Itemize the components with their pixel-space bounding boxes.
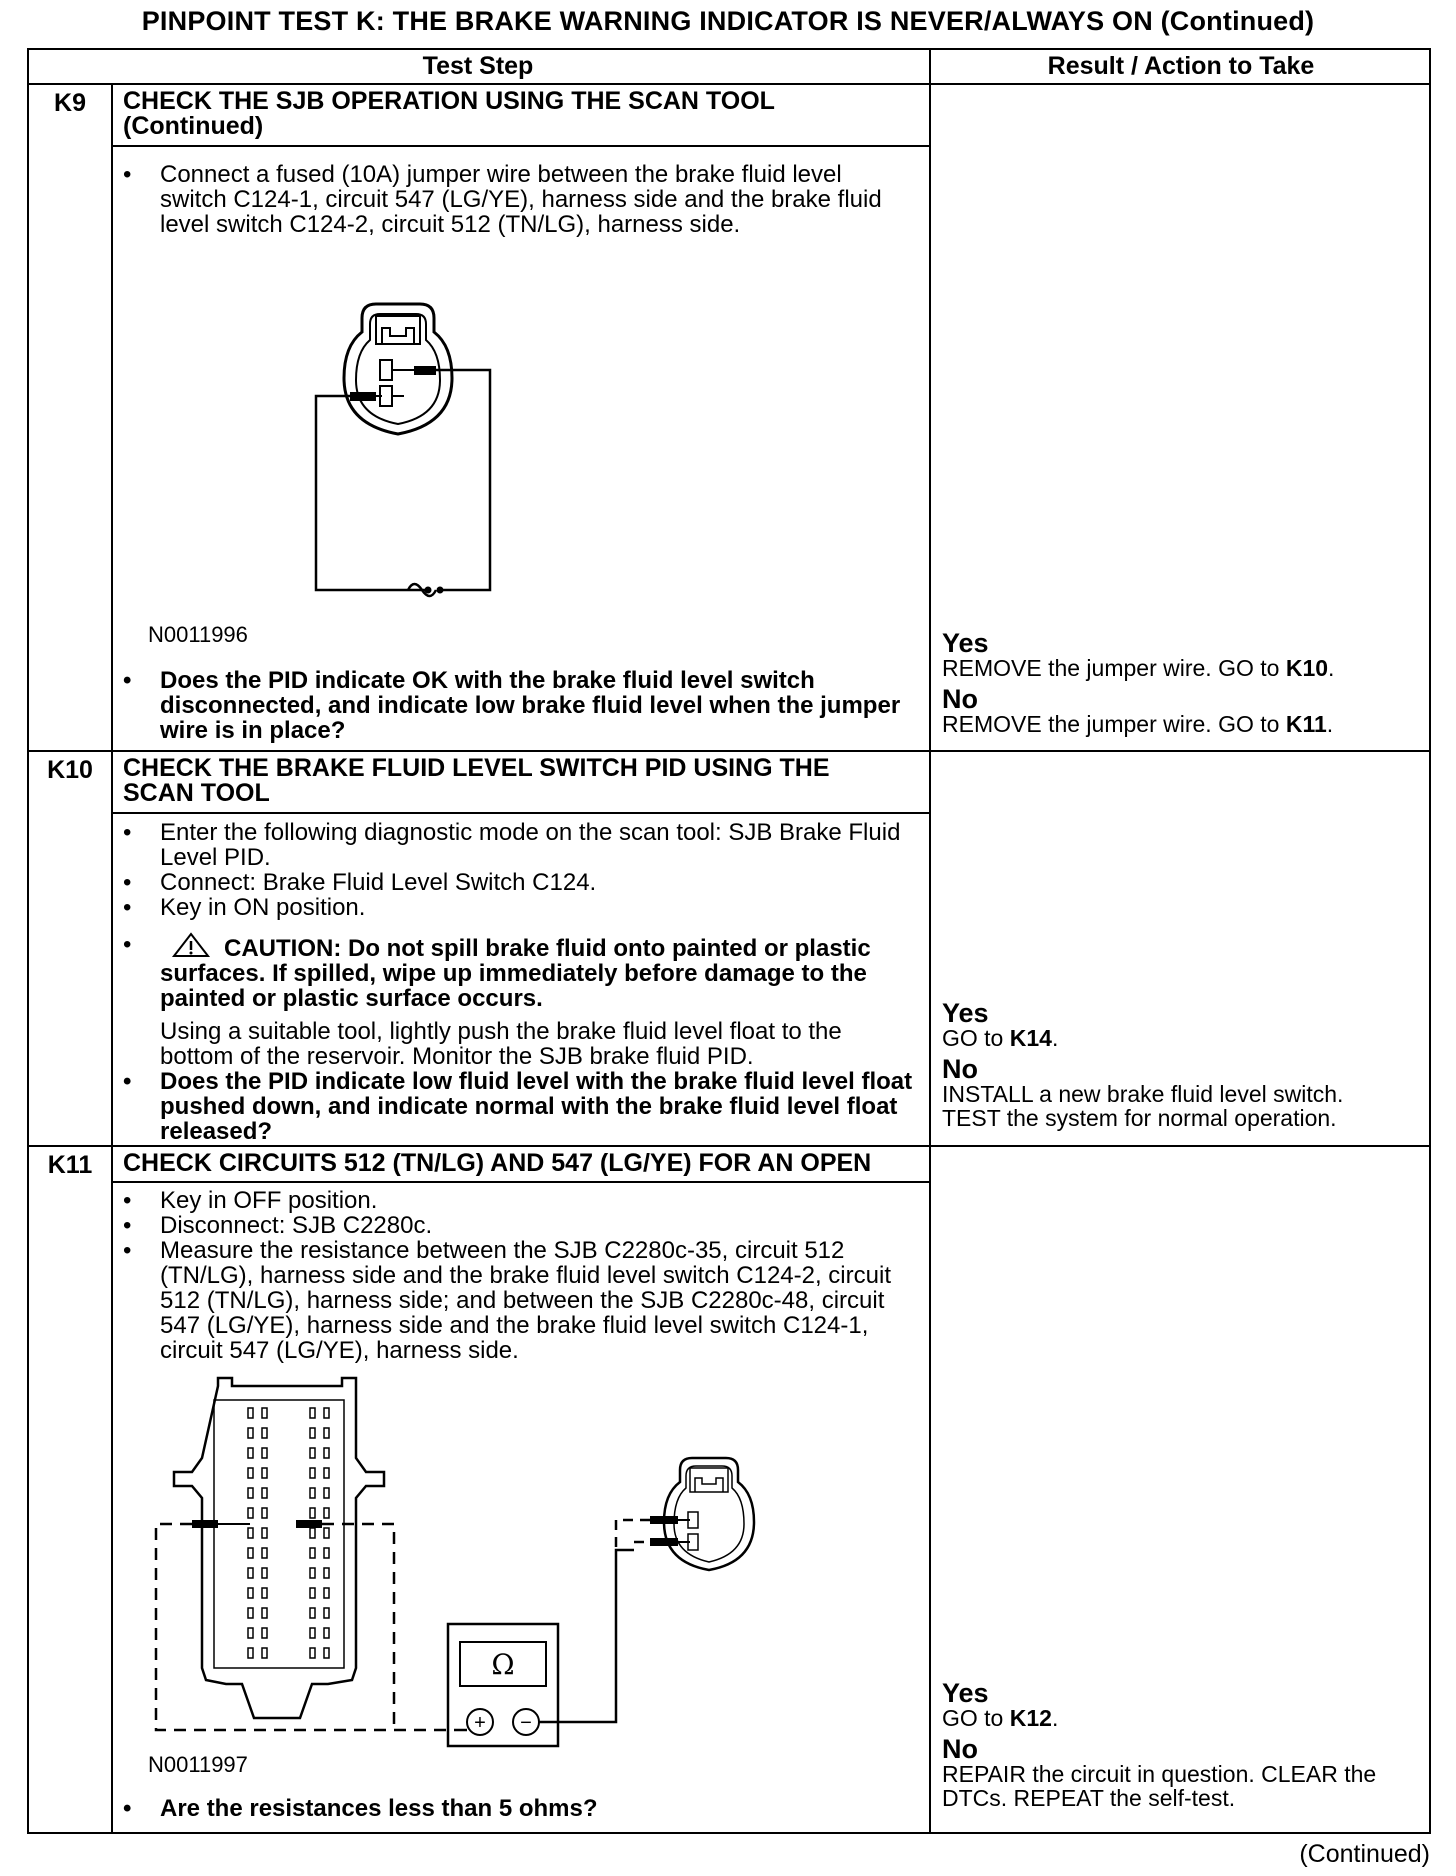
k11-no-text-1: REPAIR the circuit in question. CLEAR the — [942, 1761, 1377, 1787]
k10-row-rule — [27, 1145, 1431, 1147]
continued-footer: (Continued) — [1299, 1840, 1430, 1868]
jumper-wire-diagram — [330, 296, 590, 606]
k10-no-label: No — [942, 1054, 978, 1084]
sjb-connector-pins — [248, 1408, 329, 1658]
step-title-k9 — [123, 89, 923, 139]
page-title: PINPOINT TEST K: THE BRAKE WARNING INDICATOR IS NEVER/ALWAYS ON (Continued) — [141, 6, 1315, 36]
k9-yes-text: REMOVE the jumper wire. GO to — [942, 655, 1280, 681]
k9-step-connect-jumper: • Connect a fused (10A) jumper wire between the brake fluid level switch C124-1, circuit 547 (LG/YE), harness side and the brake fluid level switch C124-2, circuit 512 (TN/LG), harness side. — [123, 162, 913, 237]
k10-title-rule — [113, 812, 929, 814]
k11-no-text-2: DTCs. REPEAT the self-test. — [942, 1785, 1236, 1811]
k11-results — [942, 1680, 1430, 1810]
step-title-k10 — [123, 756, 923, 806]
k10-yes-link[interactable]: K14 — [1009, 1025, 1052, 1051]
meter-minus-terminal: − — [520, 1712, 532, 1734]
k9-yes-action: REMOVE the jumper wire. GO to K10. — [942, 655, 1335, 681]
k11-yes-label: Yes — [942, 1678, 989, 1708]
fuse-icon — [425, 587, 432, 594]
header-test-step: Test Step — [422, 51, 534, 80]
step-title-k11 — [123, 1151, 923, 1176]
step-title-k9-line1: CHECK THE SJB OPERATION USING THE SCAN TOOL — [123, 87, 775, 115]
k11-step-measure: • Measure the resistance between the SJB C2280c-35, circuit 512 (TN/LG), harness side and the brake fluid level switch C124-2, circuit 512 (TN/LG), harness side; and between the SJB C2280c-48, circuit 547 (LG/YE), harness side and the brake fluid level switch C124-1, circuit 547 (LG/YE), harness side. — [123, 1238, 923, 1363]
step-id-k10: K10 — [47, 756, 93, 784]
k9-row-rule — [27, 750, 1431, 752]
k9-yes-label: Yes — [942, 628, 989, 658]
k10-no-text-1: INSTALL a new brake fluid level switch. — [942, 1081, 1344, 1107]
caution-icon — [172, 932, 210, 958]
header-result: Result / Action to Take — [1047, 51, 1315, 80]
k10-results — [942, 1000, 1430, 1130]
k9-title-rule — [113, 145, 929, 147]
k10-yes-label: Yes — [942, 998, 989, 1028]
k9-no-label: No — [942, 684, 978, 714]
step-title-k10-line2: SCAN TOOL — [123, 779, 270, 807]
k9-question: • Does the PID indicate OK with the brake fluid level switch disconnected, and indicate low brake fluid level when the jumper wire is in place? — [123, 668, 913, 743]
connector-c124 — [664, 1458, 754, 1570]
k11-no-label: No — [942, 1734, 978, 1764]
k10-caution-item — [123, 932, 913, 1011]
k9-steps — [123, 162, 913, 237]
ohmmeter — [448, 1624, 558, 1746]
k9-question-list — [123, 668, 913, 743]
k9-results — [942, 630, 1430, 736]
k10-question: • Does the PID indicate low fluid level with the brake fluid level float pushed down, and indicate normal with the brake fluid level float released? — [123, 1069, 913, 1144]
resistance-check-diagram — [150, 1378, 800, 1748]
k11-title-rule — [113, 1181, 929, 1183]
k10-steps — [123, 820, 913, 920]
k9-no-action: REMOVE the jumper wire. GO to K11. — [942, 711, 1334, 737]
k10-step-key-on: • Key in ON position. — [123, 895, 913, 920]
k11-question-list — [123, 1796, 913, 1821]
k10-yes-text: GO to — [942, 1025, 1004, 1051]
k9-no-text: REMOVE the jumper wire. GO to — [942, 711, 1280, 737]
step-title-k9-line2: (Continued) — [123, 112, 264, 140]
meter-plus-terminal: + — [474, 1712, 486, 1734]
k11-steps — [123, 1188, 923, 1363]
id-column-divider — [111, 83, 113, 1834]
figure-id-k11: N0011997 — [148, 1752, 248, 1777]
k9-no-link[interactable]: K11 — [1285, 711, 1327, 737]
sjb-connector-c2280c — [174, 1378, 384, 1718]
k10-caution-list — [123, 932, 913, 1144]
k11-step-disconnect: • Disconnect: SJB C2280c. — [123, 1213, 923, 1238]
k11-yes-text: GO to — [942, 1705, 1004, 1731]
k10-caution: CAUTION: Do not spill brake fluid onto painted or plastic surfaces. If spilled, wipe up immediately before damage to the painted or plastic surface occurs. — [160, 935, 871, 1012]
k11-question: • Are the resistances less than 5 ohms? — [123, 1796, 913, 1821]
k10-step-connect: • Connect: Brake Fluid Level Switch C124. — [123, 870, 913, 895]
step-title-k11-line1: CHECK CIRCUITS 512 (TN/LG) AND 547 (LG/YE) FOR AN OPEN — [123, 1149, 872, 1177]
figure-id-k9: N0011996 — [148, 622, 248, 647]
k11-yes-action: GO to K12. — [942, 1705, 1059, 1731]
k11-yes-link[interactable]: K12 — [1009, 1705, 1052, 1731]
step-title-k10-line1: CHECK THE BRAKE FLUID LEVEL SWITCH PID USING THE — [123, 754, 830, 782]
header-rule — [27, 83, 1431, 85]
k10-instruction: Using a suitable tool, lightly push the brake fluid level float to the bottom of the reservoir. Monitor the SJB brake fluid PID. — [160, 1018, 842, 1070]
k10-step-diagnostic-mode: • Enter the following diagnostic mode on the scan tool: SJB Brake Fluid Level PID. — [123, 820, 913, 870]
column-divider — [929, 48, 931, 1834]
k10-yes-action: GO to K14. — [942, 1025, 1059, 1051]
ohm-symbol: Ω — [491, 1648, 515, 1681]
k10-no-text-2: TEST the system for normal operation. — [942, 1105, 1337, 1131]
step-id-k11: K11 — [47, 1151, 93, 1179]
step-id-k9: K9 — [54, 89, 86, 117]
k9-yes-link[interactable]: K10 — [1285, 655, 1329, 681]
k11-step-key-off: • Key in OFF position. — [123, 1188, 923, 1213]
